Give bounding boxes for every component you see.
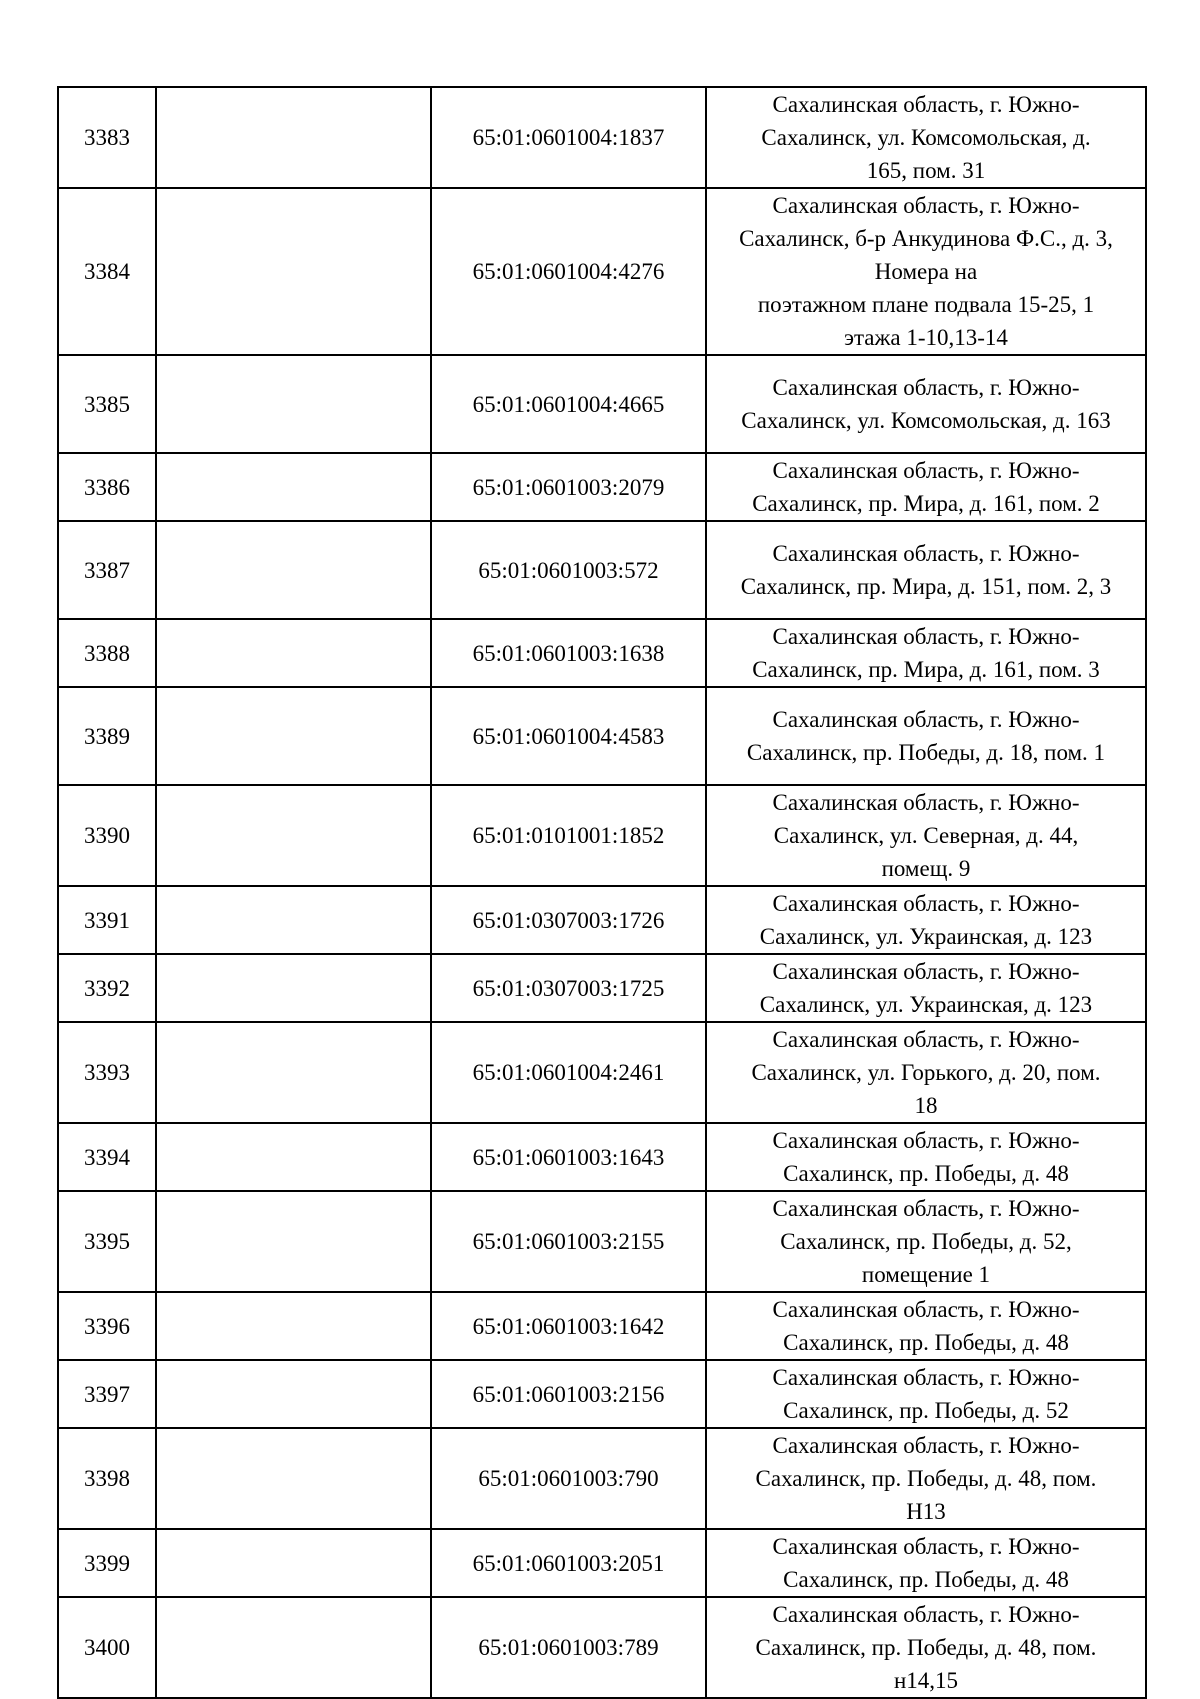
- cadastral-number-cell: 65:01:0601003:2155: [431, 1191, 706, 1292]
- address-cell: Сахалинская область, г. Южно- Сахалинск, пр. Победы, д. 52, помещение 1: [706, 1191, 1146, 1292]
- row-number-cell: 3396: [58, 1292, 156, 1360]
- name-cell: [156, 1597, 431, 1698]
- name-cell: [156, 785, 431, 886]
- row-number-cell: 3387: [58, 521, 156, 619]
- table-row: [58, 87, 1146, 188]
- name-cell: [156, 87, 431, 188]
- cadastral-number-cell: 65:01:0601003:1638: [431, 619, 706, 687]
- name-cell: [156, 687, 431, 785]
- name-cell: [156, 453, 431, 521]
- table-row: [58, 453, 1146, 521]
- cadastral-number-cell: 65:01:0307003:1725: [431, 954, 706, 1022]
- address-cell: Сахалинская область, г. Южно- Сахалинск, ул. Горького, д. 20, пом. 18: [706, 1022, 1146, 1123]
- name-cell: [156, 355, 431, 453]
- row-number-cell: 3399: [58, 1529, 156, 1597]
- row-number-cell: 3389: [58, 687, 156, 785]
- row-number-cell: 3383: [58, 87, 156, 188]
- address-cell: Сахалинская область, г. Южно- Сахалинск, пр. Победы, д. 52: [706, 1360, 1146, 1428]
- address-cell: Сахалинская область, г. Южно- Сахалинск, ул. Северная, д. 44, помещ. 9: [706, 785, 1146, 886]
- cadastral-number-cell: 65:01:0601003:789: [431, 1597, 706, 1698]
- name-cell: [156, 1360, 431, 1428]
- address-cell: Сахалинская область, г. Южно- Сахалинск, пр. Мира, д. 151, пом. 2, 3: [706, 521, 1146, 619]
- address-cell: Сахалинская область, г. Южно- Сахалинск, пр. Победы, д. 48, пом. Н13: [706, 1428, 1146, 1529]
- table-row: [58, 886, 1146, 954]
- row-number-cell: 3393: [58, 1022, 156, 1123]
- table-row: [58, 355, 1146, 453]
- cadastral-number-cell: 65:01:0601004:2461: [431, 1022, 706, 1123]
- name-cell: [156, 1022, 431, 1123]
- property-register-table: [57, 86, 1147, 1699]
- table-row: [58, 1191, 1146, 1292]
- table-row: [58, 521, 1146, 619]
- table-row: [58, 1428, 1146, 1529]
- row-number-cell: 3400: [58, 1597, 156, 1698]
- cadastral-number-cell: 65:01:0101001:1852: [431, 785, 706, 886]
- name-cell: [156, 1191, 431, 1292]
- name-cell: [156, 188, 431, 355]
- cadastral-number-cell: 65:01:0601004:4583: [431, 687, 706, 785]
- address-cell: Сахалинская область, г. Южно- Сахалинск, пр. Победы, д. 48: [706, 1529, 1146, 1597]
- table-row: [58, 1123, 1146, 1191]
- address-cell: Сахалинская область, г. Южно- Сахалинск, б-р Анкудинова Ф.С., д. 3, Номера на поэтажном плане подвала 15-25, 1 этажа 1-10,13-14: [706, 188, 1146, 355]
- row-number-cell: 3397: [58, 1360, 156, 1428]
- cadastral-number-cell: 65:01:0307003:1726: [431, 886, 706, 954]
- name-cell: [156, 1529, 431, 1597]
- row-number-cell: 3384: [58, 188, 156, 355]
- row-number-cell: 3385: [58, 355, 156, 453]
- address-cell: Сахалинская область, г. Южно- Сахалинск, ул. Украинская, д. 123: [706, 886, 1146, 954]
- address-cell: Сахалинская область, г. Южно- Сахалинск, пр. Победы, д. 48: [706, 1123, 1146, 1191]
- row-number-cell: 3398: [58, 1428, 156, 1529]
- cadastral-number-cell: 65:01:0601003:2051: [431, 1529, 706, 1597]
- cadastral-number-cell: 65:01:0601003:2156: [431, 1360, 706, 1428]
- cadastral-number-cell: 65:01:0601004:1837: [431, 87, 706, 188]
- address-cell: Сахалинская область, г. Южно- Сахалинск, пр. Мира, д. 161, пом. 3: [706, 619, 1146, 687]
- table-row: [58, 1022, 1146, 1123]
- cadastral-number-cell: 65:01:0601003:1643: [431, 1123, 706, 1191]
- name-cell: [156, 886, 431, 954]
- address-cell: Сахалинская область, г. Южно- Сахалинск, ул. Украинская, д. 123: [706, 954, 1146, 1022]
- cadastral-number-cell: 65:01:0601003:572: [431, 521, 706, 619]
- table-row: [58, 785, 1146, 886]
- name-cell: [156, 619, 431, 687]
- name-cell: [156, 1428, 431, 1529]
- table-row: [58, 1292, 1146, 1360]
- cadastral-number-cell: 65:01:0601003:2079: [431, 453, 706, 521]
- table-row: [58, 1597, 1146, 1698]
- table-row: [58, 188, 1146, 355]
- table-row: [58, 619, 1146, 687]
- address-cell: Сахалинская область, г. Южно- Сахалинск, ул. Комсомольская, д. 163: [706, 355, 1146, 453]
- cadastral-number-cell: 65:01:0601003:790: [431, 1428, 706, 1529]
- address-cell: Сахалинская область, г. Южно- Сахалинск, пр. Победы, д. 18, пом. 1: [706, 687, 1146, 785]
- name-cell: [156, 521, 431, 619]
- address-cell: Сахалинская область, г. Южно- Сахалинск, ул. Комсомольская, д. 165, пом. 31: [706, 87, 1146, 188]
- address-cell: Сахалинская область, г. Южно- Сахалинск, пр. Мира, д. 161, пом. 2: [706, 453, 1146, 521]
- row-number-cell: 3394: [58, 1123, 156, 1191]
- name-cell: [156, 1123, 431, 1191]
- row-number-cell: 3388: [58, 619, 156, 687]
- table-row: [58, 1360, 1146, 1428]
- cadastral-number-cell: 65:01:0601003:1642: [431, 1292, 706, 1360]
- row-number-cell: 3386: [58, 453, 156, 521]
- address-cell: Сахалинская область, г. Южно- Сахалинск, пр. Победы, д. 48, пом. н14,15: [706, 1597, 1146, 1698]
- name-cell: [156, 1292, 431, 1360]
- row-number-cell: 3390: [58, 785, 156, 886]
- table-row: [58, 954, 1146, 1022]
- cadastral-number-cell: 65:01:0601004:4665: [431, 355, 706, 453]
- row-number-cell: 3391: [58, 886, 156, 954]
- address-cell: Сахалинская область, г. Южно- Сахалинск, пр. Победы, д. 48: [706, 1292, 1146, 1360]
- table-row: [58, 1529, 1146, 1597]
- cadastral-number-cell: 65:01:0601004:4276: [431, 188, 706, 355]
- row-number-cell: 3392: [58, 954, 156, 1022]
- row-number-cell: 3395: [58, 1191, 156, 1292]
- name-cell: [156, 954, 431, 1022]
- table-row: [58, 687, 1146, 785]
